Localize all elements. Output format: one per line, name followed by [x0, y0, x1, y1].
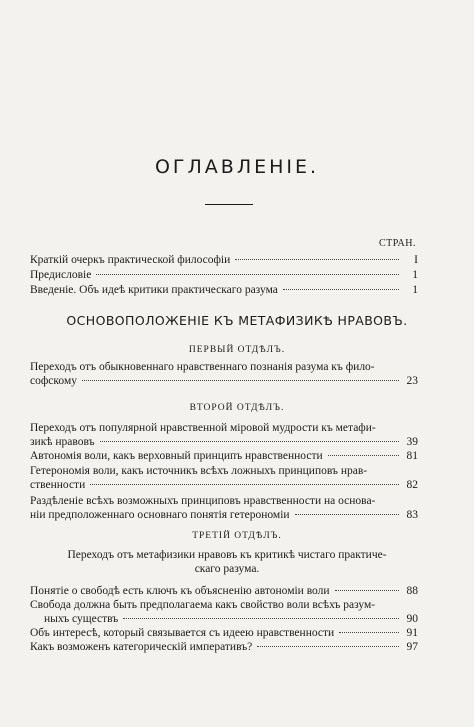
- division-subheading: Переходъ отъ метафизики нравовъ къ критикѣ чистаго практиче-: [67, 549, 387, 561]
- toc-entry-title-cont: ныхъ существъ: [44, 613, 119, 625]
- toc-entry-title: Объ интересѣ, который связывается съ идеею нравственности: [30, 627, 335, 639]
- toc-entry-page: 82: [406, 479, 418, 491]
- toc-entry: [30, 494, 418, 522]
- toc-entry-page: 39: [406, 436, 418, 448]
- toc-entry-title-cont: зикѣ нравовъ: [30, 436, 95, 448]
- page-column-heading: СТРАН.: [378, 238, 416, 249]
- toc-entry: [30, 360, 418, 388]
- leader-dots: [100, 441, 399, 442]
- toc-entry-page: I: [414, 254, 418, 266]
- leader-dots: [82, 380, 399, 381]
- toc-entry-page: 23: [406, 375, 418, 387]
- page-title: ОГЛАВЛЕНIE.: [154, 156, 320, 178]
- division-heading: ВТОРОЙ ОТДѢЛЪ.: [189, 403, 285, 413]
- toc-entry-title: Краткiй очеркъ практической философiи: [30, 254, 231, 266]
- toc-entry-page: 1: [412, 284, 418, 296]
- toc-entry: [30, 464, 418, 492]
- toc-entry-title: Свобода должна быть предполагаема какъ свойство воли всѣхъ разум-: [30, 599, 376, 611]
- leader-dots: [90, 484, 399, 485]
- toc-entry-title: Какъ возможенъ категорическій императивъ?: [30, 641, 253, 653]
- leader-dots: [328, 455, 399, 456]
- toc-entry-page: 90: [406, 613, 418, 625]
- division-heading: ПЕРВЫЙ ОТДѢЛЪ.: [188, 345, 286, 355]
- toc-entry-title: Понятie о свободѣ есть ключъ къ объясненію автономiи воли: [30, 585, 330, 597]
- toc-entry: [30, 640, 418, 654]
- toc-entry-title-cont: нiи предположеннаго основнаго понятія гетерономіи: [30, 509, 290, 521]
- toc-entry-page: 83: [406, 509, 418, 521]
- toc-entry-title: Автономiя воли, какъ верховный принципъ нравственности: [30, 450, 323, 462]
- toc-entry-page: 97: [406, 641, 418, 653]
- toc-entry: [30, 283, 418, 297]
- title-divider: [205, 204, 253, 205]
- toc-entry: [30, 253, 418, 267]
- leader-dots: [235, 259, 399, 260]
- toc-entry: [30, 626, 418, 640]
- leader-dots: [283, 289, 399, 290]
- toc-entry: [30, 268, 418, 282]
- toc-entry-title: Переходъ отъ популярной нравственной мiровой мудрости къ метафи-: [30, 422, 376, 434]
- toc-entry: [30, 449, 418, 463]
- leader-dots: [257, 646, 399, 647]
- toc-entry: [30, 598, 418, 626]
- toc-entry-title-cont: софскому: [30, 375, 77, 387]
- toc-entry-title: Раздѣленіе всѣхъ возможныхъ принциповъ нравственности на основа-: [30, 495, 376, 507]
- toc-entry-page: 88: [406, 585, 418, 597]
- division-subheading: скаго разума.: [194, 563, 260, 575]
- division-heading: ТРЕТIЙ ОТДѢЛЪ.: [192, 531, 282, 541]
- leader-dots: [96, 274, 399, 275]
- toc-entry: [30, 421, 418, 449]
- toc-entry: [30, 584, 418, 598]
- toc-entry-title: Гетерономiя воли, какъ источникъ всѣхъ ложныхъ принциповъ нрав-: [30, 465, 368, 477]
- leader-dots: [335, 590, 399, 591]
- leader-dots: [295, 514, 399, 515]
- toc-entry-page: 81: [406, 450, 418, 462]
- leader-dots: [339, 632, 399, 633]
- toc-entry-title: Введенie. Объ идеѣ критики практическаго разума: [30, 284, 278, 296]
- section-heading: ОСНОВОПОЛОЖЕНIЕ КЪ МЕТАФИЗИКѢ НРАВОВЪ.: [66, 313, 408, 328]
- toc-entry-page: 91: [406, 627, 418, 639]
- toc-entry-title: Переходъ отъ обыкновеннаго нравственнаго познанія разума къ фило-: [30, 361, 375, 373]
- leader-dots: [123, 618, 399, 619]
- toc-entry-page: 1: [412, 269, 418, 281]
- toc-entry-title: Предисловie: [30, 269, 92, 281]
- toc-entry-title-cont: ственности: [30, 479, 86, 491]
